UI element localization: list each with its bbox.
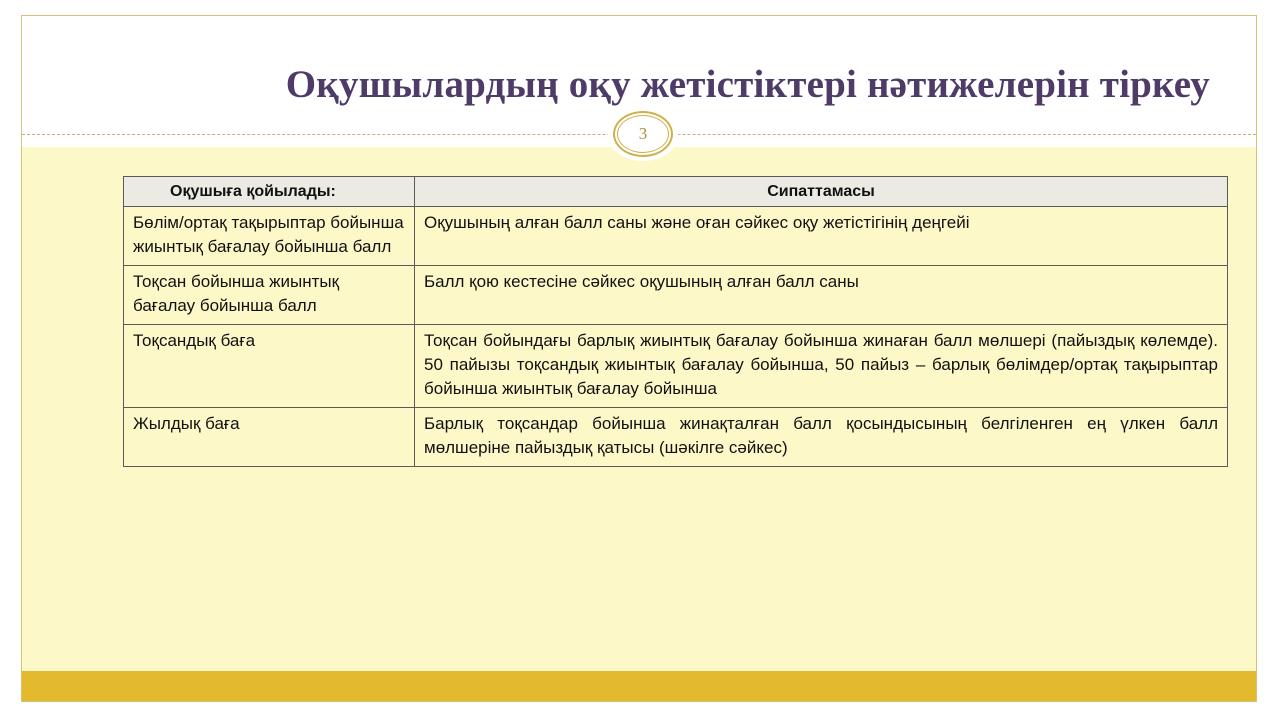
table-cell: Жылдық баға — [124, 408, 415, 467]
table-row — [124, 408, 1228, 467]
slide-number-badge-ring — [617, 115, 669, 153]
table-row — [124, 207, 1228, 266]
slide-number-badge — [613, 111, 673, 157]
table-header-cell: Сипаттамасы — [415, 177, 1228, 207]
table-cell: Тоқсан бойынша жиынтық бағалау бойынша балл — [124, 266, 415, 325]
slide-frame — [21, 15, 1257, 702]
table-header-row — [124, 177, 1228, 207]
table-cell: Барлық тоқсандар бойынша жинақталған балл қосындысының белгіленген ең үлкен балл мөлшеріне пайыздық қатысы (шәкілге сәйкес) — [415, 408, 1228, 467]
table-header-cell: Оқушыға қойылады: — [124, 177, 415, 207]
table-cell: Балл қою кестесіне сәйкес оқушының алған балл саны — [415, 266, 1228, 325]
table-cell: Оқушының алған балл саны және оған сәйкес оқу жетістігінің деңгейі — [415, 207, 1228, 266]
table-cell: Бөлім/ортақ тақырыптар бойынша жиынтық бағалау бойынша балл — [124, 207, 415, 266]
bottom-accent-bar — [22, 671, 1256, 702]
slide-number: 3 — [638, 124, 648, 143]
table-cell: Тоқсан бойындағы барлық жиынтық бағалау бойынша жинаған балл мөлшері (пайыздық көлемде). 50 пайызы тоқсандық жиынтық бағалау бойынша, 50 пайыз – барлық бөлімдер/ортақ тақырыптар бойынша жиынтық бағалау бойынша — [415, 325, 1228, 408]
table-cell: Тоқсандық баға — [124, 325, 415, 408]
slide-title: Оқушылардың оқу жетістіктері нәтижелерін тіркеу — [285, 63, 1210, 106]
table-row — [124, 325, 1228, 408]
assessment-table — [123, 176, 1228, 467]
table-row — [124, 266, 1228, 325]
